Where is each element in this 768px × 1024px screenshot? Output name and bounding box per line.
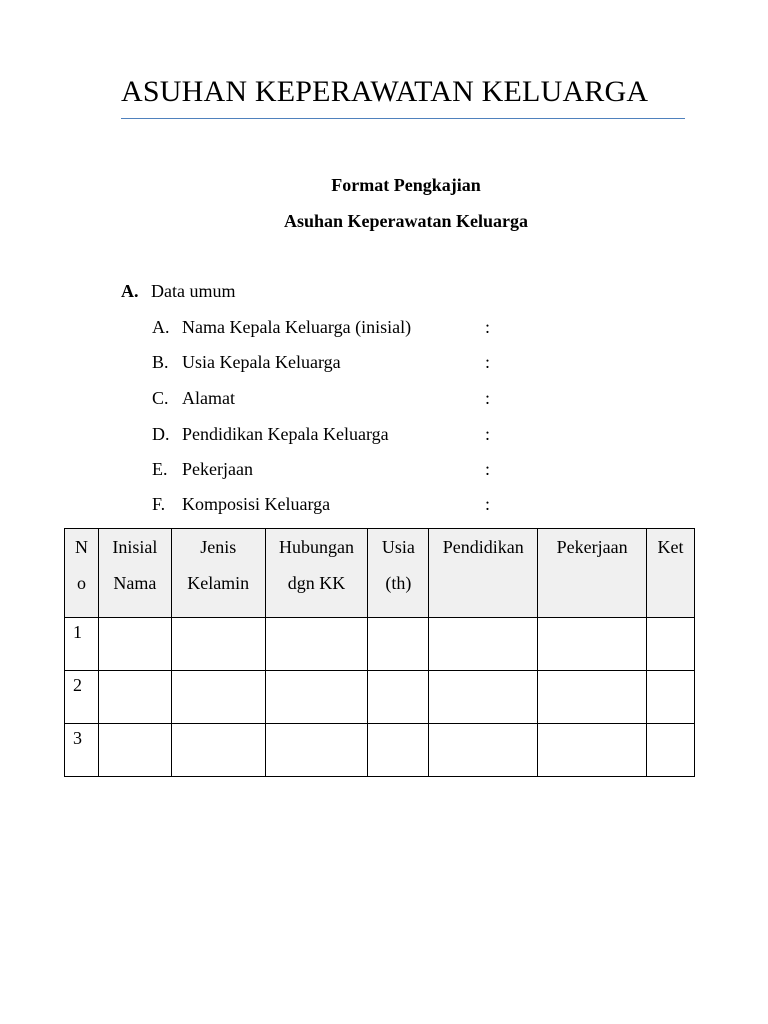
table-cell [265,724,368,777]
header-line: Kelamin [187,573,250,593]
field-label: Alamat [182,388,235,408]
subtitle-asuhan: Asuhan Keperawatan Keluarga [283,211,528,231]
table-cell [98,671,171,724]
section-a-letter: A. [121,281,139,301]
field-label: Nama Kepala Keluarga (inisial) [182,317,412,337]
field-label: Komposisi Keluarga [182,494,331,514]
header-line: N [74,537,88,557]
field-pendidikan-kepala-keluarga [152,422,389,446]
table-row [65,618,695,671]
table-cell [647,724,695,777]
field-colon: : [485,494,491,514]
table-cell [171,724,265,777]
field-colon: : [485,424,491,444]
header-line: Pendidikan [442,537,524,557]
table-cell [647,618,695,671]
field-label: Pendidikan Kepala Keluarga [182,424,389,444]
table-cell [368,671,429,724]
field-letter: A. [152,317,170,337]
table-cell [171,671,265,724]
table-cell [368,618,429,671]
header-inisial-nama [98,529,171,618]
table-cell [538,671,647,724]
section-a-label: Data umum [151,281,236,301]
header-line: Jenis [200,537,237,557]
header-ket [647,529,695,618]
row-number-cell: 3 [65,724,99,777]
field-alamat [152,386,235,410]
field-letter: B. [152,352,169,372]
header-line: Ket [657,537,684,557]
header-usia [368,529,429,618]
header-hubungan-dgn-kk [265,529,368,618]
field-label: Pekerjaan [182,459,253,479]
section-a-heading [121,279,235,303]
field-colon: : [485,352,491,372]
field-pekerjaan [152,457,253,481]
header-line: Nama [113,573,157,593]
field-letter: F. [152,494,166,514]
header-line: Usia [381,537,415,557]
document-title: ASUHAN KEPERAWATAN KELUARGA [121,75,649,108]
field-usia-kepala-keluarga [152,350,341,374]
subtitle-format: Format Pengkajian [331,175,481,195]
table-row [65,724,695,777]
table-cell [98,618,171,671]
family-composition-table [64,528,695,777]
table-cell [429,724,538,777]
field-letter: D. [152,424,170,444]
header-line: (th) [385,573,412,593]
table-row [65,671,695,724]
header-pekerjaan [538,529,647,618]
table-cell [98,724,171,777]
header-line: o [76,573,86,593]
field-label: Usia Kepala Keluarga [182,352,341,372]
title-rule [121,118,685,119]
table-cell [265,671,368,724]
field-nama-kepala-keluarga [152,315,411,339]
row-number-cell: 1 [65,618,99,671]
table-cell [647,671,695,724]
field-colon: : [485,459,491,479]
table-cell [429,618,538,671]
field-letter: E. [152,459,168,479]
header-pendidikan [429,529,538,618]
row-number-cell: 2 [65,671,99,724]
table-cell [429,671,538,724]
field-letter: C. [152,388,169,408]
table-header-row [65,529,695,618]
table-cell [368,724,429,777]
header-jenis-kelamin [171,529,265,618]
header-line: Pekerjaan [556,537,628,557]
table-cell [265,618,368,671]
header-line: dgn KK [287,573,346,593]
field-colon: : [485,317,491,337]
table-cell [538,618,647,671]
table-cell [171,618,265,671]
field-komposisi-keluarga [152,492,330,516]
header-line: Inisial [112,537,158,557]
field-colon: : [485,388,491,408]
header-line: Hubungan [279,537,355,557]
table-cell [538,724,647,777]
header-no [65,529,99,618]
